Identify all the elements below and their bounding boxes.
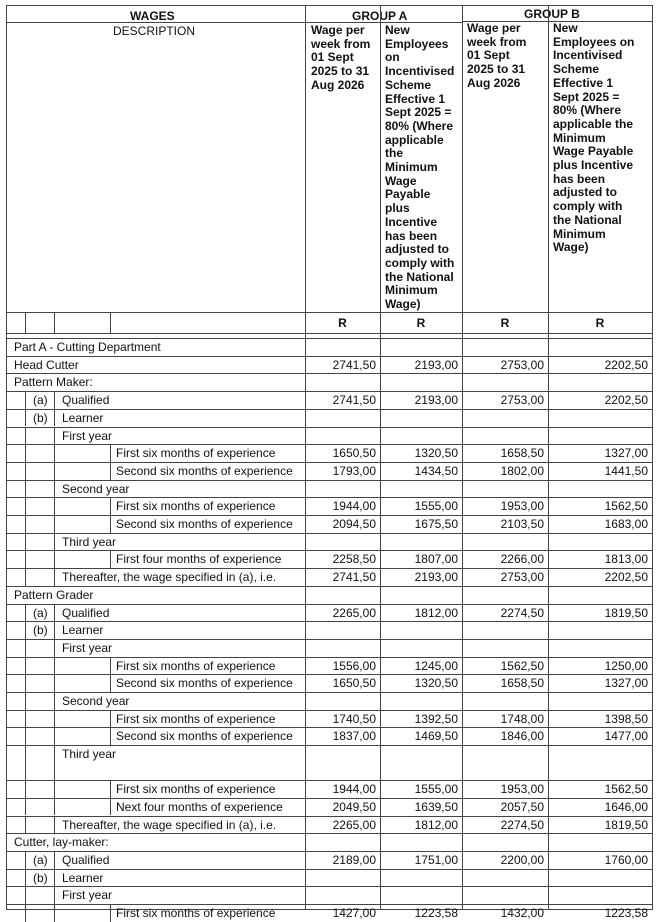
wage-value: 2202,50 <box>604 357 648 372</box>
wage-value: 1740,50 <box>332 711 376 726</box>
wage-value: 1555,00 <box>414 499 458 514</box>
row-label: Learner <box>62 410 104 425</box>
wage-value: 2103,50 <box>500 517 544 531</box>
wage-value: 1223,58 <box>604 906 648 920</box>
wage-value: 1812,00 <box>414 605 458 620</box>
row-label: Learner <box>62 870 104 885</box>
wage-value: 2265,00 <box>332 817 376 832</box>
wage-value: 1223,58 <box>414 906 458 920</box>
wage-value: 2193,00 <box>414 357 458 372</box>
row-label: Part A - Cutting Department <box>14 340 161 354</box>
group-a-wage-header: Wage per week from 01 Sept 2025 to 31 Aug 2026 <box>311 23 371 92</box>
wage-value: 1819,50 <box>604 817 648 832</box>
wage-value: 1658,50 <box>500 446 544 461</box>
wage-value: 1392,50 <box>414 711 458 726</box>
row-label: Qualified <box>62 605 110 620</box>
wage-value: 1846,00 <box>500 729 544 744</box>
wage-value: 1819,50 <box>604 605 648 620</box>
wage-value: 1812,00 <box>414 817 458 832</box>
wage-value: 2258,50 <box>332 552 376 567</box>
wage-value: 1837,00 <box>332 729 376 744</box>
wage-value: 1555,00 <box>414 782 458 797</box>
row-label: Third year <box>62 534 117 549</box>
wage-value: 1650,50 <box>332 446 376 461</box>
unit-label: R <box>595 316 605 330</box>
wage-value: 1683,00 <box>604 517 648 531</box>
row-label: First four months of experience <box>116 552 282 567</box>
row-label: First six months of experience <box>116 499 276 514</box>
wage-value: 1748,00 <box>500 711 544 726</box>
wage-value: 1760,00 <box>604 852 648 867</box>
wage-value: 2057,50 <box>500 799 544 814</box>
row-marker: (a) <box>33 852 48 867</box>
wage-value: 2265,00 <box>332 605 376 620</box>
row-label: First six months of experience <box>116 658 276 673</box>
wage-value: 2753,00 <box>500 393 544 408</box>
wage-value: 1953,00 <box>500 782 544 797</box>
wage-value: 2274,50 <box>500 605 544 620</box>
wage-value: 2741,50 <box>332 570 376 585</box>
wage-value: 1320,50 <box>414 446 458 461</box>
wage-value: 2202,50 <box>604 570 648 585</box>
row-marker: (b) <box>33 410 48 425</box>
row-marker: (a) <box>33 605 48 620</box>
wage-value: 1639,50 <box>414 799 458 814</box>
wage-value: 1953,00 <box>500 499 544 514</box>
row-marker: (a) <box>33 393 48 408</box>
wage-value: 2753,00 <box>500 570 544 585</box>
wage-value: 1250,00 <box>604 658 648 673</box>
wage-value: 1944,00 <box>332 499 376 514</box>
wage-value: 1944,00 <box>332 782 376 797</box>
unit-label: R <box>500 316 510 330</box>
row-label: Next four months of experience <box>116 799 283 814</box>
wage-value: 2274,50 <box>500 817 544 832</box>
wage-value: 2202,50 <box>604 393 648 408</box>
row-label: Second six months of experience <box>116 729 293 744</box>
wage-value: 1434,50 <box>414 463 458 478</box>
wage-value: 1398,50 <box>604 711 648 726</box>
row-label: First six months of experience <box>116 711 276 726</box>
wage-value: 1650,50 <box>332 676 376 691</box>
wage-value: 1658,50 <box>500 676 544 691</box>
wage-value: 1320,50 <box>414 676 458 691</box>
wage-value: 1327,00 <box>604 676 648 691</box>
wage-value: 1793,00 <box>332 463 376 478</box>
wage-value: 2193,00 <box>414 393 458 408</box>
group-b-heading: GROUP B <box>524 7 580 21</box>
wage-value: 1802,00 <box>500 463 544 478</box>
wage-value: 1646,00 <box>604 799 648 814</box>
unit-label: R <box>338 316 347 330</box>
wage-value: 1477,00 <box>604 729 648 744</box>
description-heading: DESCRIPTION <box>113 24 196 38</box>
wage-value: 1562,50 <box>604 499 648 514</box>
row-label: Pattern Grader <box>14 587 94 602</box>
wage-value: 1562,50 <box>500 658 544 673</box>
row-label: Learner <box>62 623 104 638</box>
row-marker: (b) <box>33 623 48 638</box>
row-label: Second year <box>62 694 130 708</box>
group-b-wage-header: Wage per week from 01 Sept 2025 to 31 Aug 2026 <box>467 21 527 90</box>
wage-value: 1469,50 <box>414 729 458 744</box>
wage-value: 1675,50 <box>414 517 458 531</box>
group-a-heading: GROUP A <box>352 9 408 23</box>
wage-value: 2266,00 <box>500 552 544 567</box>
wage-value: 2741,50 <box>332 357 376 372</box>
row-label: Head Cutter <box>14 357 79 372</box>
row-label: Thereafter, the wage specified in (a), i.e. <box>62 817 277 832</box>
row-label: First six months of experience <box>116 906 276 920</box>
row-label: Pattern Maker: <box>14 375 93 390</box>
row-label: First year <box>62 428 113 443</box>
wage-value: 1562,50 <box>604 782 648 797</box>
row-marker: (b) <box>33 870 48 885</box>
row-label: Second six months of experience <box>116 517 293 531</box>
wage-value: 1751,00 <box>414 852 458 867</box>
wage-value: 2094,50 <box>332 517 376 531</box>
row-label: First year <box>62 888 113 903</box>
wage-value: 1441,50 <box>604 463 648 478</box>
row-label: Qualified <box>62 852 110 867</box>
row-label: Thereafter, the wage specified in (a), i.e. <box>62 570 277 585</box>
wage-value: 2753,00 <box>500 357 544 372</box>
row-label: First year <box>62 640 113 655</box>
row-label: First six months of experience <box>116 446 276 461</box>
wage-value: 1813,00 <box>604 552 648 567</box>
group-a-incentive-header: New Employees on Incentivised Scheme Effective 1 Sept 2025 = 80% (Where applicable the Minimum Wage Payable plus Incentive has been adjusted to comply with the National Minimum Wage) <box>385 23 455 312</box>
group-b-incentive-header: New Employees on Incentivised Scheme Effective 1 Sept 2025 = 80% (Where applicable the Minimum Wage Payable plus Incentive has been adjusted to comply with the National Minimum Wage) <box>553 21 635 255</box>
wage-value: 1807,00 <box>414 552 458 567</box>
row-label: Qualified <box>62 393 110 408</box>
unit-label: R <box>416 316 426 330</box>
wage-value: 2741,50 <box>332 393 376 408</box>
row-label: First six months of experience <box>116 782 276 797</box>
wage-value: 1245,00 <box>414 658 458 673</box>
wage-value: 1432,00 <box>500 906 544 920</box>
wages-heading: WAGES <box>130 9 175 23</box>
wage-value: 2189,00 <box>332 852 376 867</box>
row-label: Second year <box>62 481 130 496</box>
wage-value: 2193,00 <box>414 570 458 585</box>
wage-value: 2200,00 <box>500 852 544 867</box>
row-label: Second six months of experience <box>116 463 293 478</box>
row-label: Second six months of experience <box>116 676 293 691</box>
wage-value: 1556,00 <box>332 658 376 673</box>
wage-value: 1327,00 <box>604 446 648 461</box>
row-label: Third year <box>62 747 117 762</box>
wage-value: 1427,00 <box>332 906 376 920</box>
row-label: Cutter, lay-maker: <box>14 835 109 850</box>
wage-value: 2049,50 <box>332 799 376 814</box>
